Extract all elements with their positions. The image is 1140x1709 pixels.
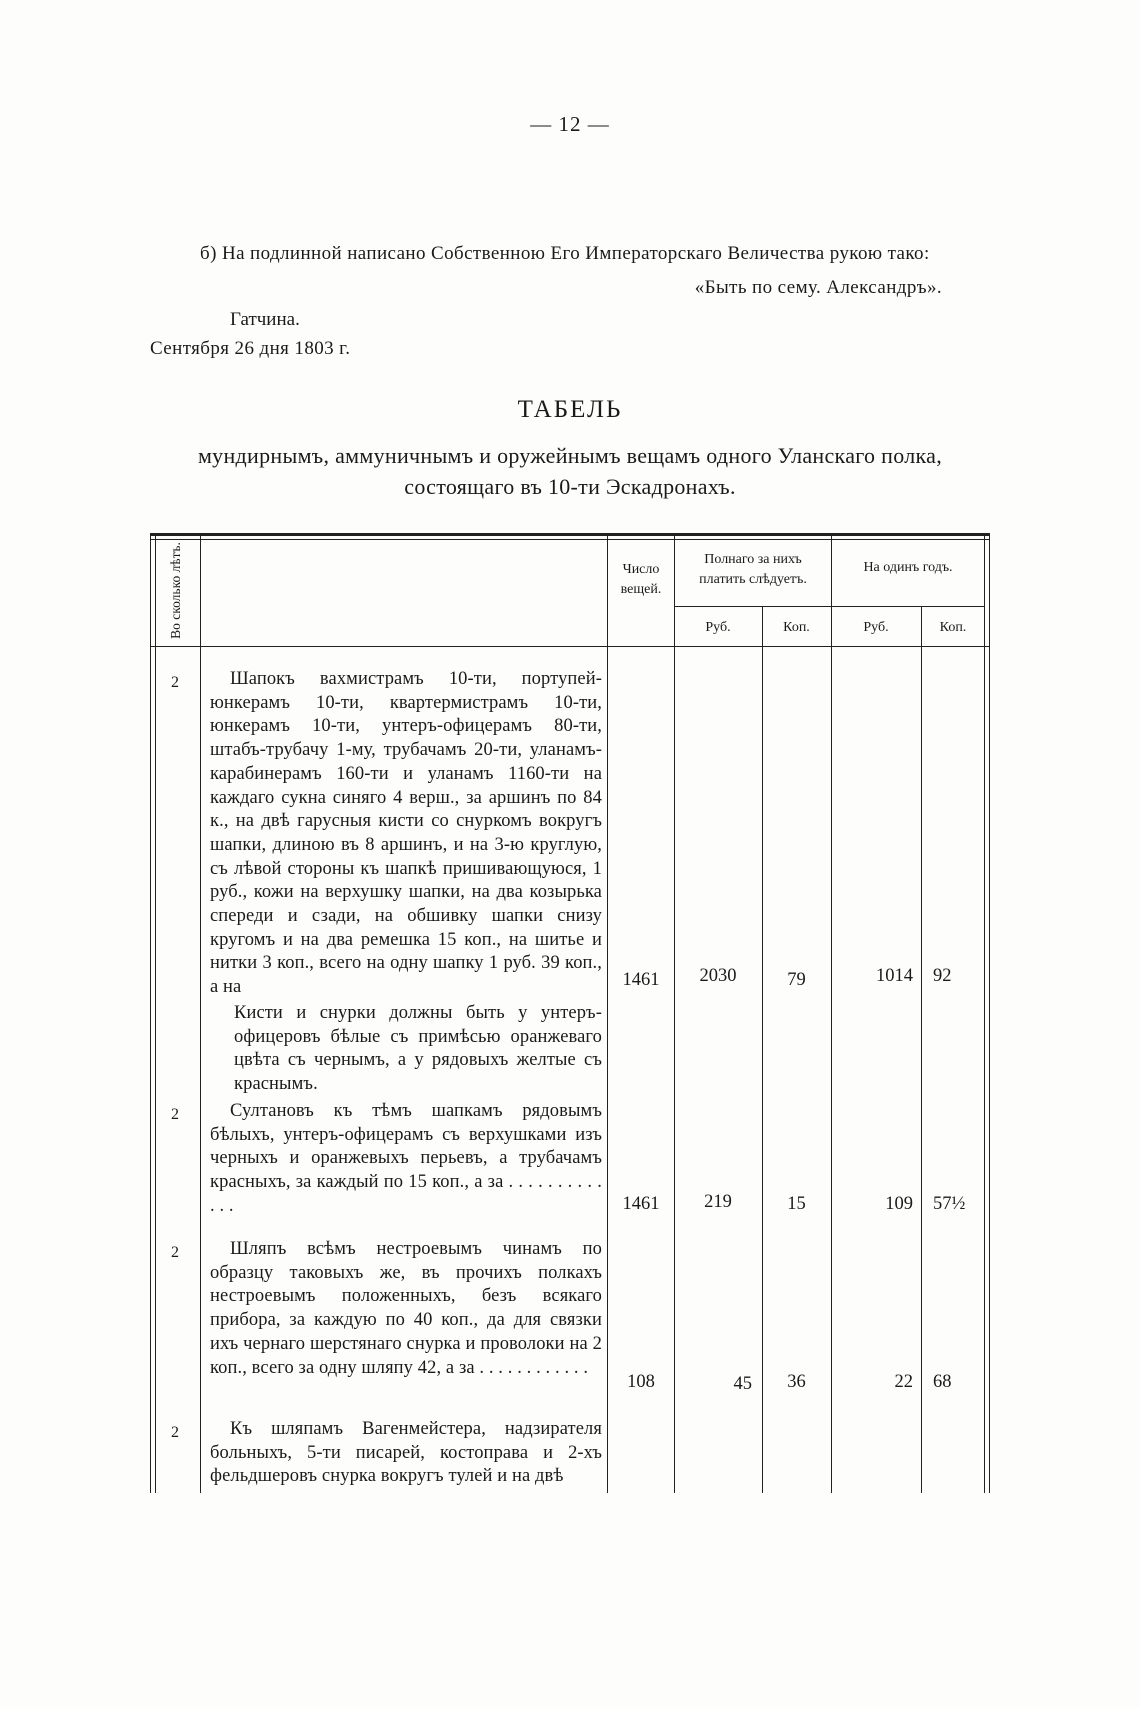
table-right-rule-inner — [984, 533, 985, 1493]
page-number: — 12 — — [530, 112, 610, 136]
note-quote: «Быть по сему. Александръ». — [694, 277, 942, 298]
note-line: б) На подлинной написано Собственною Его Императорскаго Величества рукою тако: — [200, 243, 930, 264]
row-count: 1461 — [622, 970, 660, 990]
subtitle-line-1: мундирнымъ, аммуничнымъ и оружейнымъ вещамъ одного Уланскаго полка, — [197, 443, 943, 468]
row-year-rub: 22 — [894, 1372, 913, 1392]
row-total-rub: 45 — [733, 1374, 752, 1394]
row-year-rub: 1014 — [876, 966, 913, 986]
place-name: Гатчина. — [230, 309, 300, 330]
row-description: Шапокъ вахмистрамъ 10-ти, портупей-юнкерамъ 10-ти, квартермистрамъ 10-ти, юнкерамъ 10-ти, унтеръ-офицерамъ 80-ти, штабъ-трубачу 1-му, трубачамъ 20-ти, уланамъ-карабинерамъ 160-ти и уланамъ 1160-ти на каждаго сукна синяго 4 верш., за аршинъ по 84 к., на двѣ гарусныя кисти со снуркомъ вокругъ шапки, длиною въ 8 аршинъ, и на 3-ю круглую, съ лѣвой стороны къ шапкѣ пришивающуюся, 1 руб., кожи на верхушку шапки, на два козырька спереди и сзади, на обшивку шапки снизу кругомъ и на два ремешка 15 коп., на шитье и нитки 3 коп., всего на одну шапку 1 руб. 39 коп., а на — [210, 669, 602, 998]
table-right-rule — [989, 533, 990, 1493]
row-year-kop: 68 — [933, 1372, 952, 1392]
header-year-rub: Руб. — [863, 620, 889, 635]
row-total-kop: 15 — [787, 1194, 806, 1214]
row-year-kop: 57½ — [933, 1194, 966, 1214]
col-rule-desc — [607, 533, 608, 1493]
document-title: ТАБЕЛЬ — [517, 396, 623, 423]
row-footnote: Кисти и снурки должны быть у унтеръ-офицеровъ бѣлые съ примѣсью оранжеваго цвѣта съ чернымъ, а у рядовыхъ желтые съ краснымъ. — [234, 1003, 602, 1095]
header-year-kop: Коп. — [939, 620, 967, 635]
row-year-rub: 109 — [885, 1194, 913, 1214]
header-total: Полнаго за нихъ платить слѣдуетъ. — [699, 552, 807, 587]
header-sub-rule — [674, 606, 985, 607]
header-total-kop: Коп. — [783, 620, 810, 635]
col-rule-rub — [762, 606, 763, 1493]
row-total-rub: 2030 — [699, 966, 737, 986]
row-years: 2 — [171, 1106, 179, 1123]
document-subtitle — [140, 440, 1000, 502]
col-rule-kop — [831, 533, 832, 1493]
col-rule-years — [200, 533, 201, 1493]
row-total-kop: 36 — [787, 1372, 806, 1392]
row-years: 2 — [171, 1424, 179, 1441]
row-description: Султановъ къ тѣмъ шапкамъ рядовымъ бѣлыхъ, унтеръ-офицерамъ съ верхушками изъ черныхъ и оранжевыхъ перьевъ, а трубачамъ красныхъ, за каждый по 15 коп., а за . . . . . . . . . . . . . — [210, 1101, 602, 1216]
row-total-rub: 219 — [704, 1192, 732, 1212]
col-rule-count — [674, 533, 675, 1493]
header-per-year: На одинъ годъ. — [863, 560, 953, 575]
col-rule-yrub — [921, 606, 922, 1493]
row-description: Шляпъ всѣмъ нестроевымъ чинамъ по образцу таковыхъ же, въ прочихъ полкахъ нестроевымъ положенныхъ, безъ всякаго прибора, за каждую по 40 коп., да для связки ихъ чернаго шерстянаго снурка и проволоки на 2 коп., всего за одну шляпу 42, а за . . . . . . . . . . . . — [210, 1239, 602, 1378]
row-years: 2 — [171, 1244, 179, 1261]
row-count: 1461 — [622, 1194, 660, 1214]
table-top-rule-inner — [150, 539, 990, 540]
row-years: 2 — [171, 674, 179, 691]
row-year-kop: 92 — [933, 966, 952, 986]
row-total-kop: 79 — [787, 970, 806, 990]
header-total-rub: Руб. — [705, 620, 731, 635]
header-count: Число вещей. — [620, 562, 662, 597]
header-bottom-rule — [150, 646, 990, 647]
date-line: Сентября 26 дня 1803 г. — [150, 338, 351, 359]
row-count: 108 — [627, 1372, 655, 1392]
subtitle-line-2: состоящаго въ 10-ти Эскадронахъ. — [404, 474, 736, 499]
table-top-rule — [150, 533, 990, 536]
header-years: Во сколько лѣтъ. — [167, 541, 183, 639]
row-description: Къ шляпамъ Вагенмейстера, надзирателя больныхъ, 5-ти писарей, костоправа и 2-хъ фельдшеровъ снурка вокругъ тулей и на двѣ — [210, 1419, 602, 1487]
